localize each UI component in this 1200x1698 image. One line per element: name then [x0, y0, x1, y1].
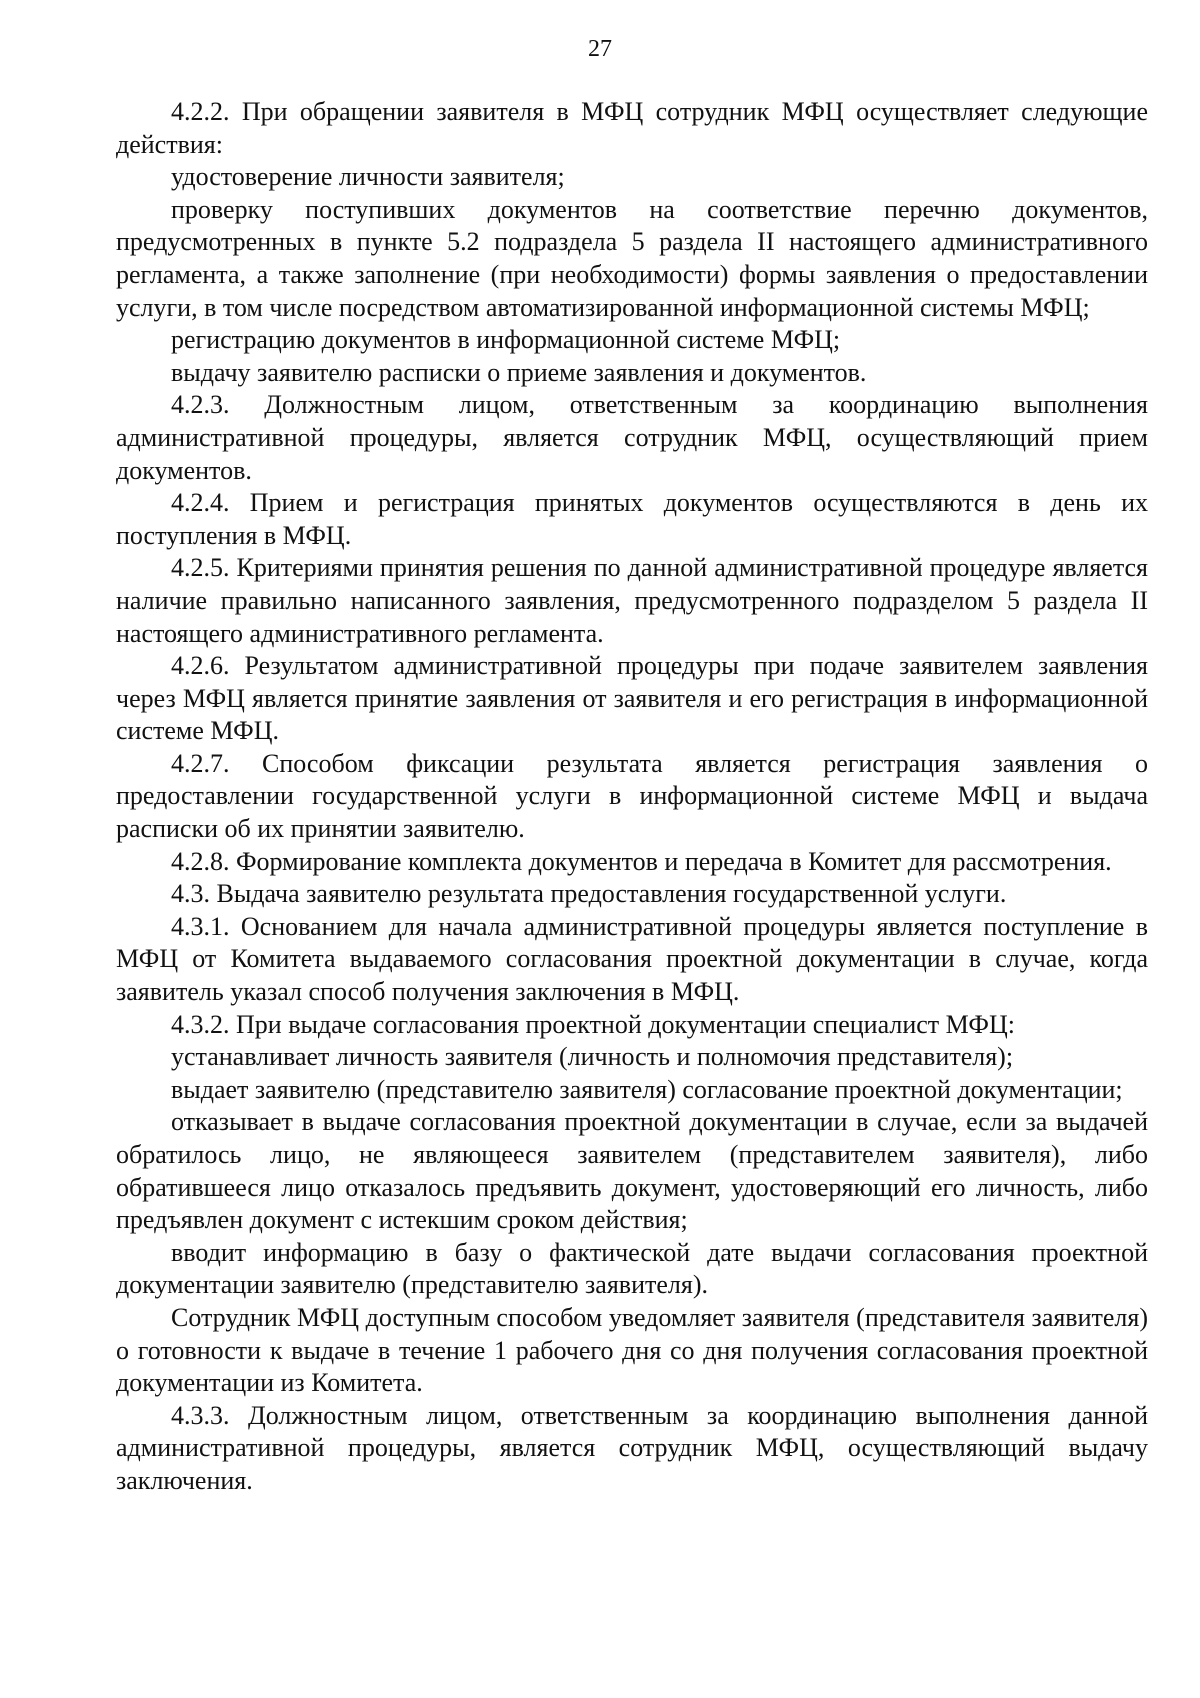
paragraph-4-3-1: 4.3.1. Основанием для начала административной процедуры является поступление в МФЦ от Комитета выдаваемого согласования проектной документации в случае, когда заявитель указал способ получения заключения в МФЦ.	[116, 911, 1148, 1007]
paragraph-4-2-3: 4.2.3. Должностным лицом, ответственным за координацию выполнения административной процедуры, является сотрудник МФЦ, осуществляющий прием документов.	[116, 390, 1148, 485]
paragraph-document-check: проверку поступивших документов на соответствие перечню документов, предусмотренных в пункте 5.2 подраздела 5 раздела II настоящего административного регламента, а также заполнение (при необходимости) формы заявления о предоставлении услуги, в том числе посредством автоматизированной информационной системы МФЦ;	[116, 194, 1148, 322]
paragraph-document-registration: регистрацию документов в информационной системе МФЦ;	[171, 325, 841, 355]
paragraph-4-2-4: 4.2.4. Прием и регистрация принятых документов осуществляются в день их поступления в МФЦ.	[116, 488, 1148, 550]
paragraph-refusal-cases: отказывает в выдаче согласования проектной документации в случае, если за выдачей обратилось лицо, не являющееся заявителем (представителем заявителя), либо обратившееся лицо отказалось предъявить документ, удостоверяющий его личность, либо предъявлен документ с истекшим сроком действия;	[116, 1107, 1148, 1235]
paragraph-4-3-2: 4.3.2. При выдаче согласования проектной документации специалист МФЦ:	[171, 1009, 1015, 1039]
paragraph-4-2-6: 4.2.6. Результатом административной процедуры при подаче заявителем заявления через МФЦ является принятие заявления от заявителя и его регистрация в информационной системе МФЦ.	[116, 651, 1148, 746]
paragraph-identity-verification: удостоверение личности заявителя;	[171, 162, 565, 192]
document-body	[116, 96, 1148, 1498]
paragraph-database-entry: вводит информацию в базу о фактической дате выдачи согласования проектной документации заявителю (представителю заявителя).	[116, 1237, 1148, 1300]
paragraph-4-2-2: 4.2.2. При обращении заявителя в МФЦ сотрудник МФЦ осуществляет следующие действия:	[116, 97, 1148, 159]
paragraph-4-3-3: 4.3.3. Должностным лицом, ответственным за координацию выполнения данной административной процедуры, является сотрудник МФЦ, осуществляющий выдачу заключения.	[116, 1400, 1148, 1495]
page-number: 27	[588, 36, 612, 62]
paragraph-identity-establishment: устанавливает личность заявителя (личность и полномочия представителя);	[171, 1042, 1014, 1072]
paragraph-4-2-8: 4.2.8. Формирование комплекта документов и передача в Комитет для рассмотрения.	[171, 846, 1112, 876]
paragraph-4-2-5: 4.2.5. Критериями принятия решения по данной административной процедуре является наличие правильно написанного заявления, предусмотренного подразделом 5 раздела II настоящего административного регламента.	[116, 553, 1148, 648]
paragraph-receipt-issuance: выдачу заявителю расписки о приеме заявления и документов.	[171, 357, 867, 387]
paragraph-notification: Сотрудник МФЦ доступным способом уведомляет заявителя (представителя заявителя) о готовности к выдаче в течение 1 рабочего дня со дня получения согласования проектной документации из Комитета.	[116, 1302, 1148, 1398]
paragraph-4-2-7: 4.2.7. Способом фиксации результата является регистрация заявления о предоставлении государственной услуги в информационной системе МФЦ и выдача расписки об их принятии заявителю.	[116, 748, 1148, 844]
paragraph-4-3: 4.3. Выдача заявителю результата предоставления государственной услуги.	[171, 879, 1007, 909]
paragraph-approval-issuance: выдает заявителю (представителю заявителя) согласование проектной документации;	[171, 1074, 1123, 1104]
